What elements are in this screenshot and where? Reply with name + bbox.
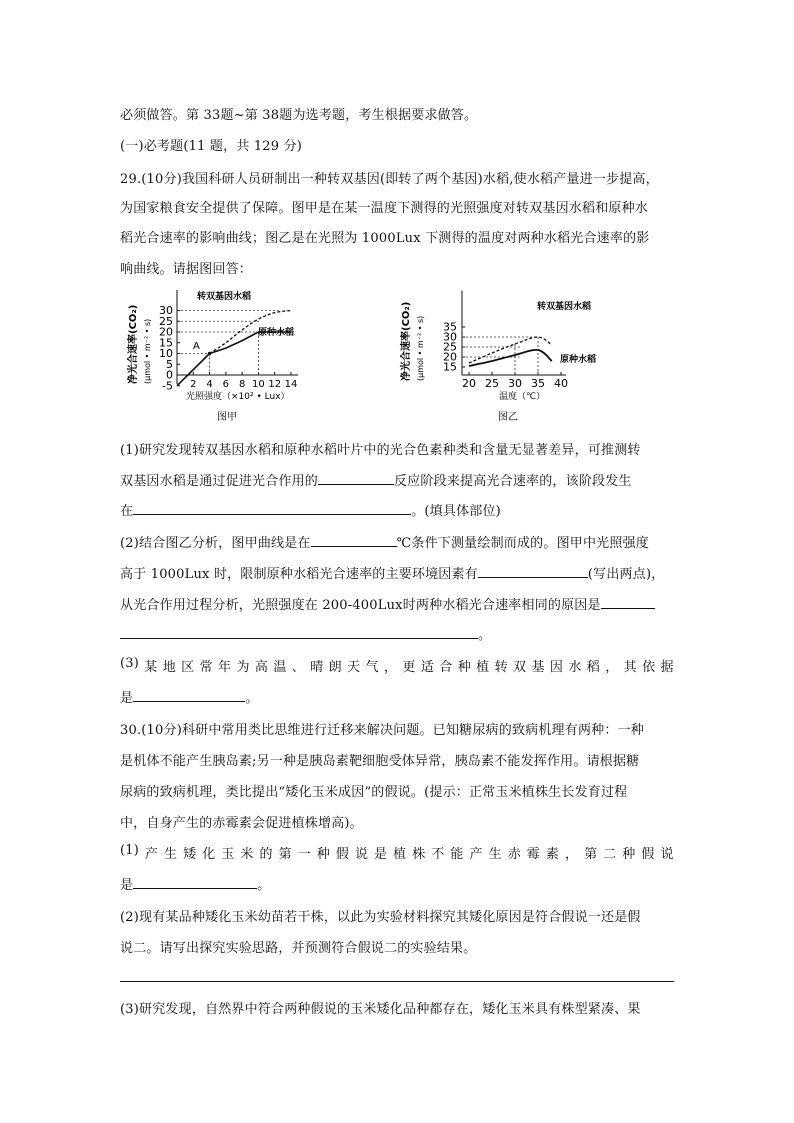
q29-p3-char: 、 — [291, 660, 305, 675]
q29-p2-text-f: 。 — [478, 628, 492, 643]
q29-p3-char: 年 — [218, 660, 232, 675]
q29-p2-line-1 — [120, 532, 649, 551]
q29-p3-char: 为 — [236, 660, 250, 675]
q30-p1-char: 假 — [335, 847, 350, 862]
q30-p1-text-b: 。 — [257, 878, 271, 893]
q29-p3-char: 合 — [439, 660, 453, 675]
q29-p3-char: 双 — [513, 660, 527, 675]
q29-p3-char: ， — [605, 660, 619, 675]
q30-p1-char: 说 — [354, 847, 369, 862]
figure-b-ytick-label: 20 — [443, 350, 457, 364]
q29-p3-char: 适 — [420, 660, 435, 675]
q29-p3-char: 天 — [347, 660, 361, 675]
q30-p1-char: 种 — [316, 847, 330, 862]
figure-b-ytick-label: 25 — [443, 340, 457, 354]
figure-b-ytick-label: 15 — [443, 360, 457, 374]
figure-a-xtick-label: 14 — [284, 379, 298, 390]
figure-b-xlabel: 温度（℃） — [499, 392, 546, 402]
figure-a-label-transgenic: 转双基因水稻 — [197, 292, 252, 302]
figure-a-label-original: 原种水稻 — [258, 328, 295, 338]
q30-p3-line-1: (3)研究发现，自然界中符合两种假说的玉米矮化品种都存在，矮化玉米具有株型紧凑、果 — [120, 1002, 641, 1017]
q30-p1-char: 玉 — [221, 847, 235, 862]
q29-p3-char: 稻 — [586, 660, 600, 675]
q29-p1-text-d: 。(填具体部位) — [411, 504, 501, 519]
q29-answer-blank-6[interactable] — [120, 626, 478, 639]
q29-p2-text-d: (写出两点)， — [587, 567, 665, 582]
q29-p1-text-a: 双基因水稻是通过促进光合作用的 — [120, 474, 319, 489]
q30-p1-char: 是 — [374, 847, 388, 862]
q30-p1-char: 种 — [622, 847, 636, 862]
figure-b-series-original — [469, 350, 552, 366]
figure-b-xtick-label: 40 — [554, 377, 568, 390]
figure-a-xtick-label: 6 — [222, 379, 230, 390]
q29-p3-char: 基 — [531, 660, 545, 675]
q30-stem-line-1: 30.(10分)科研中常用类比思维进行迁移来解决问题。已知糖尿病的致病机理有两种：一种 — [120, 723, 644, 738]
figure-b-ylabel: 净光合速率(CO₂) — [401, 301, 412, 381]
q29-p3-line-2 — [120, 687, 258, 706]
q30-answer-blank-1[interactable] — [133, 876, 257, 889]
figure-b — [395, 285, 625, 425]
q29-p3-char: 气 — [365, 660, 379, 675]
q29-p2-line-2 — [120, 563, 664, 582]
q30-p1-char: 植 — [393, 847, 407, 862]
figure-a-ylabel: 净光合速率(CO₂) — [128, 304, 139, 384]
q30-p1-char: 不 — [431, 847, 445, 862]
figure-a-xtick-label: 12 — [268, 379, 282, 390]
q30-p1-char: 产 — [144, 847, 159, 862]
q29-p1-line-3 — [120, 500, 501, 519]
q29-p3-char: 朗 — [328, 660, 342, 675]
q30-p1-char: 二 — [603, 847, 617, 862]
q29-p3-char: 某 — [144, 660, 158, 675]
q29-p2-line-3 — [120, 594, 655, 613]
q29-stem-line-1: 29.(10分)我国科研人员研制出一种转双基因(即转了两个基因)水稻,使水稻产量进一步提高， — [120, 172, 659, 187]
q30-p1-text-a: 是 — [120, 878, 134, 893]
q29-p1-text-b: 反应阶段来提高光合速率的，该阶段发生 — [394, 474, 632, 489]
intro-line: 必须做答。第 33题~第 38题为选考题，考生根据要求做答。 — [120, 108, 478, 123]
figure-b-xtick-label: 35 — [531, 377, 545, 390]
q30-p1-char: 的 — [259, 847, 273, 862]
q29-p3-char: 其 — [623, 660, 637, 675]
q29-p3-line-1 — [120, 656, 674, 675]
figure-a-xtick-label: 2 — [190, 379, 197, 390]
figure-a-xtick-label: 8 — [238, 379, 246, 390]
q29-p3-char: 常 — [199, 660, 213, 675]
figure-a-ytick-label: 10 — [159, 347, 173, 360]
q30-stem-line-2: 是机体不能产生胰岛素;另一种是胰岛素靶细胞受体异常，胰岛素不能发挥作用。请根据糖 — [120, 754, 640, 769]
q30-p1-char: 第 — [584, 847, 598, 862]
figure-a-point-a — [208, 352, 212, 356]
q30-stem-line-3: 尿病的致病机理，类比提出“矮化玉米成因”的假说。(提示：正常玉米植株生长发育过程 — [120, 785, 628, 800]
q29-stem-line-3: 稻光合速率的影响曲线；图乙是在光照为 1000Lux 下测得的温度对两种水稻光合速率的影 — [120, 231, 650, 246]
q30-p1-line-1 — [120, 843, 674, 862]
figure-b-yunit: (μmol • m⁻² • s) — [416, 315, 425, 381]
q30-p1-char: 说 — [660, 847, 674, 862]
q29-p2-text-e: 从光合作用过程分析，光照强度在 200-400Lux时两种水稻光合速率相同的原因是 — [120, 598, 601, 613]
q30-p1-char: 生 — [488, 847, 502, 862]
q29-p3-char: 温 — [273, 660, 287, 675]
q29-p3-char: 高 — [254, 660, 269, 675]
q30-p1-char: 矮 — [183, 847, 197, 862]
q29-p2-text-c: 高于 1000Lux 时，限制原种水稻光合速率的主要环境因素有 — [120, 567, 478, 582]
q29-p3-char: 地 — [162, 660, 176, 675]
q29-stem-line-2: 为国家粮食安全提供了保障。图甲是在某一温度下测得的光照强度对转双基因水稻和原种水 — [120, 201, 649, 216]
q29-p3-char: 转 — [494, 660, 508, 675]
q30-p1-char: 产 — [469, 847, 483, 862]
q29-answer-blank-4[interactable] — [478, 565, 588, 578]
q29-p3-char: 区 — [181, 660, 195, 675]
q30-p1-char: 一 — [297, 847, 311, 862]
figure-a-yunit: (μmol • m⁻² • s) — [143, 318, 152, 384]
figure-a-ytick-label: 15 — [159, 336, 173, 350]
q29-p3-char: 水 — [568, 660, 582, 675]
q29-p3-char: 种 — [457, 660, 471, 675]
q29-p2-text-b: ℃条件下测量绘制而成的。图甲中光照强度 — [396, 536, 649, 551]
figure-a-ytick-label: 30 — [159, 304, 173, 317]
q30-p1-char: 能 — [450, 847, 464, 862]
q30-p1-char: 霉 — [526, 847, 540, 862]
q29-answer-blank-2[interactable] — [133, 502, 411, 515]
q30-p2-line-2: 说二。请写出探究实验思路，并预测符合假说二的实验结果。 — [120, 941, 477, 956]
figure-b-xtick-label: 25 — [485, 377, 499, 390]
q29-answer-blank-3[interactable] — [311, 534, 397, 547]
q29-p3-char: 植 — [476, 660, 490, 675]
q29-p2-line-4 — [120, 624, 491, 643]
figure-b-label-original: 原种水稻 — [560, 355, 597, 365]
q30-p1-char: 素 — [545, 847, 560, 862]
q29-p3-char: (3) — [120, 656, 140, 671]
q29-answer-blank-1[interactable] — [318, 472, 394, 485]
q29-p3-text-b: 。 — [245, 691, 259, 706]
figure-a-ytick-label: 5 — [166, 357, 173, 371]
figure-b-label-transgenic: 转双基因水稻 — [537, 302, 592, 312]
q29-stem-line-4: 响曲线。请据图回答： — [120, 262, 253, 277]
q30-p1-char: 第 — [278, 847, 292, 862]
q30-p1-char: 生 — [164, 847, 178, 862]
q30-p2-line-1: (2)现有某品种矮化玉米幼苗若干株，以此为实验材料探究其矮化原因是符合假说一还是假 — [120, 910, 641, 925]
q30-p1-line-2 — [120, 874, 270, 893]
figure-a-ytick-label: 0 — [166, 368, 173, 382]
figure-b-xtick-label: 20 — [462, 377, 476, 390]
figure-a-ytick-label: 25 — [159, 314, 173, 328]
section-heading: (一)必考题(11 题，共 129 分) — [120, 139, 303, 154]
q29-p3-char: 因 — [549, 660, 564, 675]
figure-a-point-label: A — [193, 341, 200, 352]
figure-b-ytick-label: 30 — [443, 330, 457, 344]
q29-p1-line-1: (1)研究发现转双基因水稻和原种水稻叶片中的光合色素种类和含量无显著差异，可推测转 — [120, 443, 641, 458]
q30-p1-char: ， — [564, 847, 579, 862]
figure-b-caption: 图乙 — [498, 412, 518, 423]
figure-a-xtick-label: 10 — [252, 379, 265, 390]
figure-a-ytick-label: -5 — [162, 379, 173, 393]
q30-answer-line[interactable] — [120, 981, 674, 982]
q29-p2-text-a: (2)结合图乙分析，图甲曲线是在 — [120, 536, 311, 551]
q29-p3-char: 据 — [660, 660, 674, 675]
q29-p3-text-a: 是 — [120, 691, 134, 706]
q30-p1-char: 株 — [412, 847, 426, 862]
figure-a-ytick-label: 20 — [159, 325, 173, 339]
figure-a-xlabel: 光照强度（×10² • Lux） — [186, 392, 290, 402]
figure-a-xtick-label: 4 — [206, 379, 213, 390]
q29-p3-char: 晴 — [310, 660, 324, 675]
q30-p1-char: 米 — [240, 847, 254, 862]
q29-answer-blank-5[interactable] — [601, 596, 655, 609]
q29-answer-blank-7[interactable] — [133, 689, 245, 702]
q29-p3-char: 更 — [402, 660, 416, 675]
figure-b-ytick-label: 35 — [443, 320, 457, 334]
figure-b-xtick-label: 30 — [508, 377, 522, 390]
figure-a-caption: 图甲 — [217, 412, 237, 423]
q30-p1-char: 赤 — [507, 847, 521, 862]
q29-p3-char: ， — [383, 660, 398, 675]
q30-stem-line-4: 中，自身产生的赤霉素会促进植株增高)。 — [120, 816, 363, 831]
q30-p1-char: 假 — [641, 847, 655, 862]
q30-p1-char: (1) — [120, 843, 140, 858]
q29-p3-char: 依 — [642, 660, 656, 675]
q29-p1-line-2 — [120, 470, 632, 489]
q30-p1-char: 化 — [202, 847, 216, 862]
q29-p1-text-c: 在 — [120, 504, 134, 519]
figure-a — [118, 285, 318, 425]
